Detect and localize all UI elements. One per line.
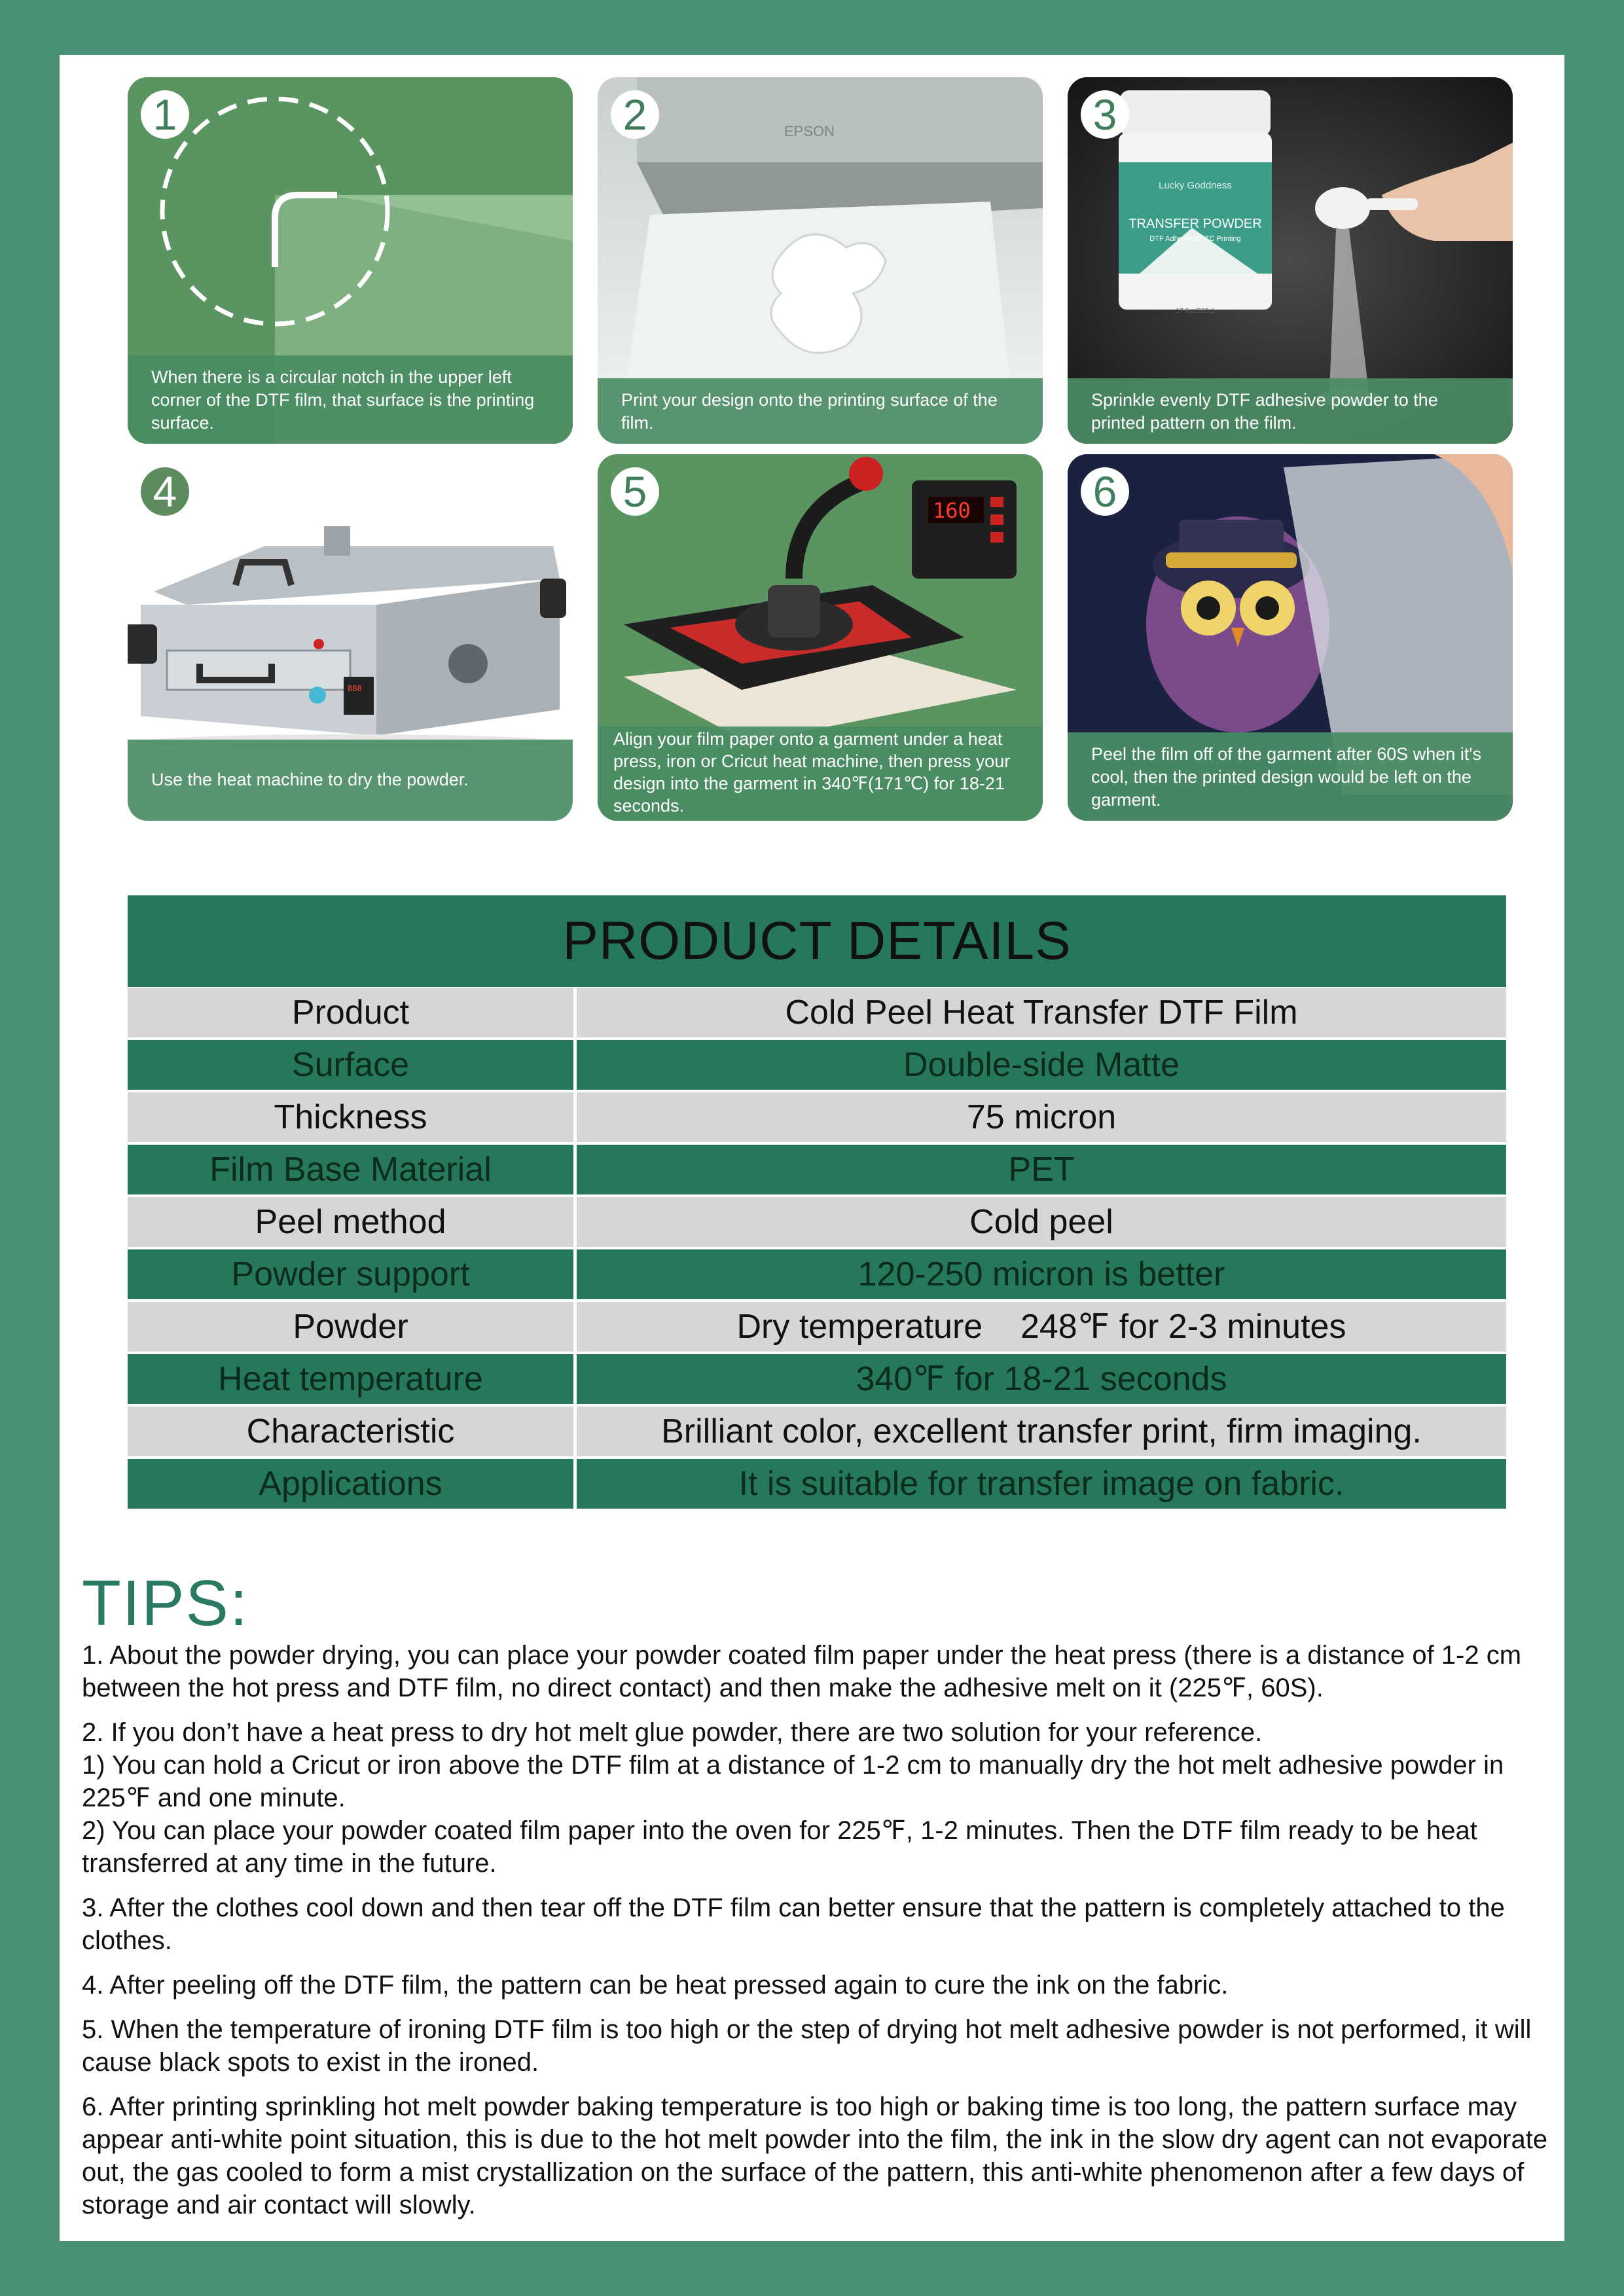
- details-row-applications: [128, 1459, 1506, 1509]
- tips-list: [82, 1639, 1548, 2233]
- svg-text:888: 888: [348, 684, 362, 693]
- details-value: Cold peel: [577, 1197, 1506, 1247]
- details-value: 120-250 micron is better: [577, 1249, 1506, 1299]
- details-label: Powder: [128, 1302, 577, 1352]
- details-value: Dry temperature 248℉ for 2-3 minutes: [577, 1302, 1506, 1352]
- details-label: Peel method: [128, 1197, 577, 1247]
- tip-item: 1) You can hold a Cricut or iron above the DTF film at a distance of 1-2 cm to manually dry the hot melt adhesive powder in 225℉ and one minute.: [82, 1751, 1504, 1812]
- product-details-title: PRODUCT DETAILS: [128, 895, 1506, 987]
- tip-item: 4. After peeling off the DTF film, the pattern can be heat pressed again to cure the ink on the fabric.: [82, 1971, 1229, 2000]
- jar-title: TRANSFER POWDER: [1128, 217, 1262, 231]
- details-value: It is suitable for transfer image on fabric.: [577, 1459, 1506, 1509]
- details-label: Applications: [128, 1459, 577, 1509]
- tip-item: 2) You can place your powder coated film paper into the oven for 225℉, 1-2 minutes. Then the DTF film ready to be heat transferred at any time in the future.: [82, 1816, 1477, 1878]
- step-caption-3: Sprinkle evenly DTF adhesive powder to the printed pattern on the film.: [1068, 378, 1513, 444]
- tip-item: 1. About the powder drying, you can place your powder coated film paper under the heat press (there is a distance of 1-2 cm between the hot press and DTF film, no direct contact) and then make the adhesive melt on it (225℉, 60S).: [82, 1641, 1522, 1702]
- step-caption-4: Use the heat machine to dry the powder.: [128, 740, 573, 821]
- details-row-thickness: [128, 1092, 1506, 1142]
- step-card-6: [1068, 454, 1513, 821]
- step-caption-2: Print your design onto the printing surface of the film.: [598, 378, 1043, 444]
- details-label: Heat temperature: [128, 1354, 577, 1404]
- printer-brand: EPSON: [784, 123, 835, 139]
- jar-subtitle: DTF Adhesive&DTC Printing: [1149, 235, 1241, 243]
- details-label: Powder support: [128, 1249, 577, 1299]
- details-value: 75 micron: [577, 1092, 1506, 1142]
- step-card-4: [128, 454, 573, 821]
- details-row-characteristic: [128, 1407, 1506, 1456]
- details-label: Thickness: [128, 1092, 577, 1142]
- tips-title: TIPS:: [82, 1567, 249, 1639]
- step-caption-6: Peel the film off of the garment after 60S when it's cool, then the printed design would be left on the garment.: [1068, 732, 1513, 821]
- page: [60, 55, 1564, 2241]
- step-card-2: [598, 77, 1043, 444]
- details-row-powder: [128, 1302, 1506, 1352]
- step-number-5: 5: [611, 467, 659, 516]
- step-caption-5: Align your film paper onto a garment under a heat press, iron or Cricut heat machine, then press your design into the garment in 340℉(171℃) for 18-21 seconds.: [598, 726, 1043, 821]
- step-caption-1: When there is a circular notch in the upper left corner of the DTF film, that surface is the printing surface.: [128, 355, 573, 444]
- step-number-3: 3: [1081, 90, 1129, 139]
- step-number-6: 6: [1081, 467, 1129, 516]
- details-row-film-base: [128, 1145, 1506, 1194]
- tip-item: 2. If you don’t have a heat press to dry hot melt glue powder, there are two solution for your reference.: [82, 1718, 1263, 1747]
- details-label: Film Base Material: [128, 1145, 577, 1194]
- tip-item: 5. When the temperature of ironing DTF film is too high or the step of drying hot melt adhesive powder is not performed, it will cause black spots to exist in the ironed.: [82, 2015, 1532, 2077]
- jar-brand: Lucky Goddness: [1159, 180, 1232, 191]
- step-number-1: 1: [141, 90, 189, 139]
- details-label: Surface: [128, 1040, 577, 1090]
- details-row-product: [128, 988, 1506, 1037]
- details-value: Cold Peel Heat Transfer DTF Film: [577, 988, 1506, 1037]
- tip-item: 3. After the clothes cool down and then tear off the DTF film can better ensure that the pattern is completely attached to the clothes.: [82, 1893, 1505, 1955]
- details-row-peel-method: [128, 1197, 1506, 1247]
- details-value: Double-side Matte: [577, 1040, 1506, 1090]
- details-row-heat-temperature: [128, 1354, 1506, 1404]
- details-label: Product: [128, 988, 577, 1037]
- details-value: 340℉ for 18-21 seconds: [577, 1354, 1506, 1404]
- step-card-5: [598, 454, 1043, 821]
- step-card-1: [128, 77, 573, 444]
- details-row-powder-support: [128, 1249, 1506, 1299]
- details-value: PET: [577, 1145, 1506, 1194]
- step-card-3: [1068, 77, 1513, 444]
- tip-item: 6. After printing sprinkling hot melt powder baking temperature is too high or baking time is too long, the pattern surface may appear anti-white point situation, this is due to the hot melt powder into the film, the ink in the slow dry agent can not evaporate out, the gas cooled to form a mist crystallization on the surface of the pattern, this anti-white phenomenon after a few days of storage and air contact will slowly.: [82, 2092, 1548, 2219]
- jar-weight: 17.6oz(500g): [1176, 308, 1215, 315]
- details-row-surface: [128, 1040, 1506, 1090]
- details-label: Characteristic: [128, 1407, 577, 1456]
- press-display: 160: [933, 498, 971, 523]
- step-number-2: 2: [611, 90, 659, 139]
- step-number-4: 4: [141, 467, 189, 516]
- details-value: Brilliant color, excellent transfer print, firm imaging.: [577, 1407, 1506, 1456]
